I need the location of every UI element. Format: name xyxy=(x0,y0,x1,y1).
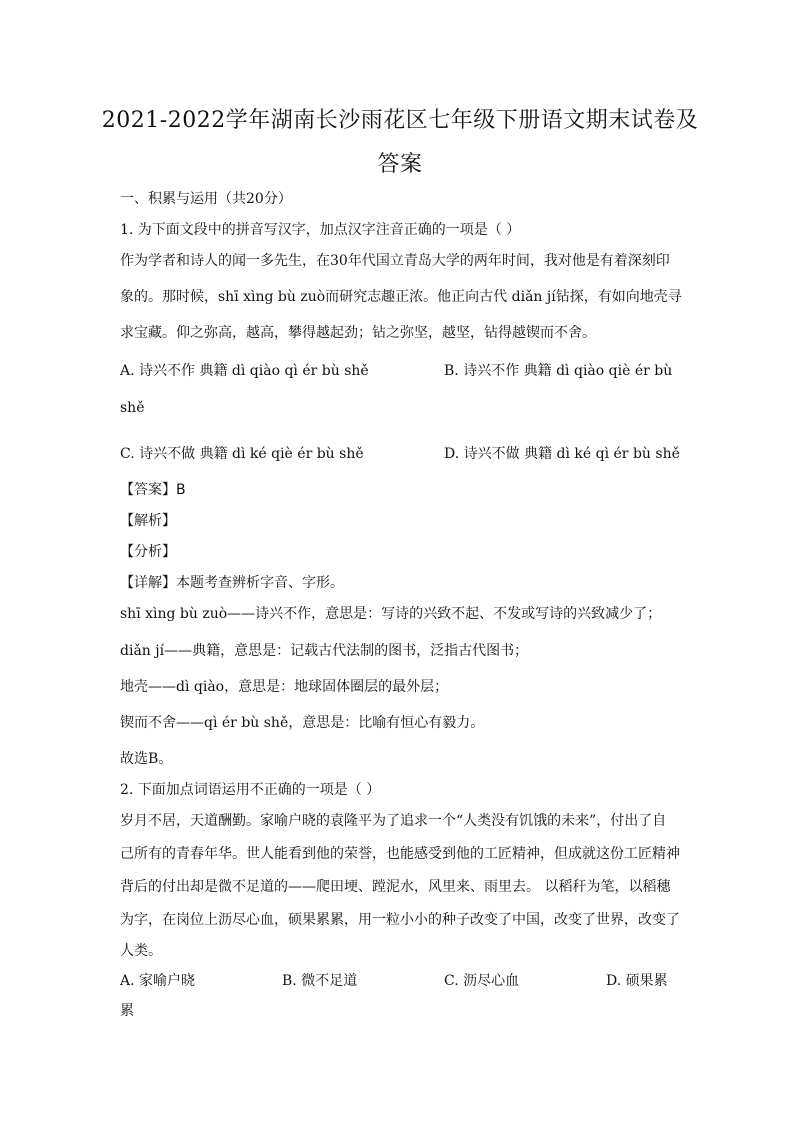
question-2-passage-line: 人类。 xyxy=(120,943,162,959)
explanation-line: 地壳——dì qiào，意思是：地球固体圈层的最外层； xyxy=(120,679,449,695)
question-1-passage-line: 象的。那时候，shī xìng bù zuò而研究志趣正浓。他正向古代 diǎn jí钻探，有如向地壳寻 xyxy=(120,289,682,305)
question-2-option-b: B. 微不足道 xyxy=(282,973,358,989)
question-1-stem: 1. 为下面文段中的拼音写汉字，加点汉字注音正确的一项是（ ） xyxy=(120,222,521,238)
question-1-option-a: A. 诗兴不作 典籍 dì qiào qì ér bù shě xyxy=(120,363,369,379)
question-2-option-d: D. 硕果累 xyxy=(606,973,668,989)
section-heading: 一、积累与运用（共20分） xyxy=(120,191,292,207)
fenxi-label: 【分析】 xyxy=(120,544,176,560)
question-2-passage-line: 岁月不居，天道酬勤。家喻户晓的袁隆平为了追求一个“人类没有饥饿的未来”，付出了自 xyxy=(120,813,667,829)
question-2-passage-line: 己所有的青春年华。世人能看到他的荣誉，也能感受到他的工匠精神，但成就这份工匠精神 xyxy=(120,846,680,862)
analysis-label: 【解析】 xyxy=(120,513,176,529)
question-1-option-b: B. 诗兴不作 典籍 dì qiào qiè ér bù xyxy=(444,363,673,379)
question-1-passage-line: 作为学者和诗人的闻一多先生，在30年代国立青岛大学的两年时间，我对他是有着深刻印 xyxy=(120,253,670,269)
page-title: 2021-2022学年湖南长沙雨花区七年级下册语文期末试卷及 xyxy=(101,108,699,133)
question-1-passage-line: 求宝藏。仰之弥高，越高，攀得越起劲；钻之弥坚，越坚，钻得越锲而不舍。 xyxy=(120,325,596,341)
question-2-stem: 2. 下面加点词语运用不正确的一项是（ ） xyxy=(120,782,381,798)
detail-label: 【详解】本题考查辨析字音、字形。 xyxy=(120,575,344,591)
question-2-option-d-continued: 累 xyxy=(120,1003,134,1019)
explanation-conclusion: 故选B。 xyxy=(120,751,173,767)
explanation-line: shī xìng bù zuò——诗兴不作，意思是：写诗的兴致不起、不发或写诗的兴致减少了； xyxy=(120,606,662,622)
question-1-option-b-continued: shě xyxy=(120,400,145,416)
explanation-line: diǎn jí——典籍，意思是：记载古代法制的图书，泛指古代图书； xyxy=(120,643,529,659)
answer-label: 【答案】B xyxy=(120,482,186,498)
question-2-option-c: C. 沥尽心血 xyxy=(444,973,520,989)
question-1-option-c: C. 诗兴不做 典籍 dì ké qiè ér bù shě xyxy=(120,446,364,462)
question-2-passage-line: 为字，在岗位上沥尽心血，硕果累累，用一粒小小的种子改变了中国，改变了世界，改变了 xyxy=(120,912,680,928)
question-2-passage-line: 背后的付出却是微不足道的——爬田埂、蹚泥水，风里来、雨里去。 以稻秆为笔，以稻穗 xyxy=(120,879,671,895)
explanation-line: 锲而不舍——qì ér bù shě，意思是：比喻有恒心有毅力。 xyxy=(120,715,485,731)
page-title-continued: 答案 xyxy=(377,152,423,177)
question-2-option-a: A. 家喻户晓 xyxy=(120,973,196,989)
question-1-option-d: D. 诗兴不做 典籍 dì ké qì ér bù shě xyxy=(444,446,680,462)
